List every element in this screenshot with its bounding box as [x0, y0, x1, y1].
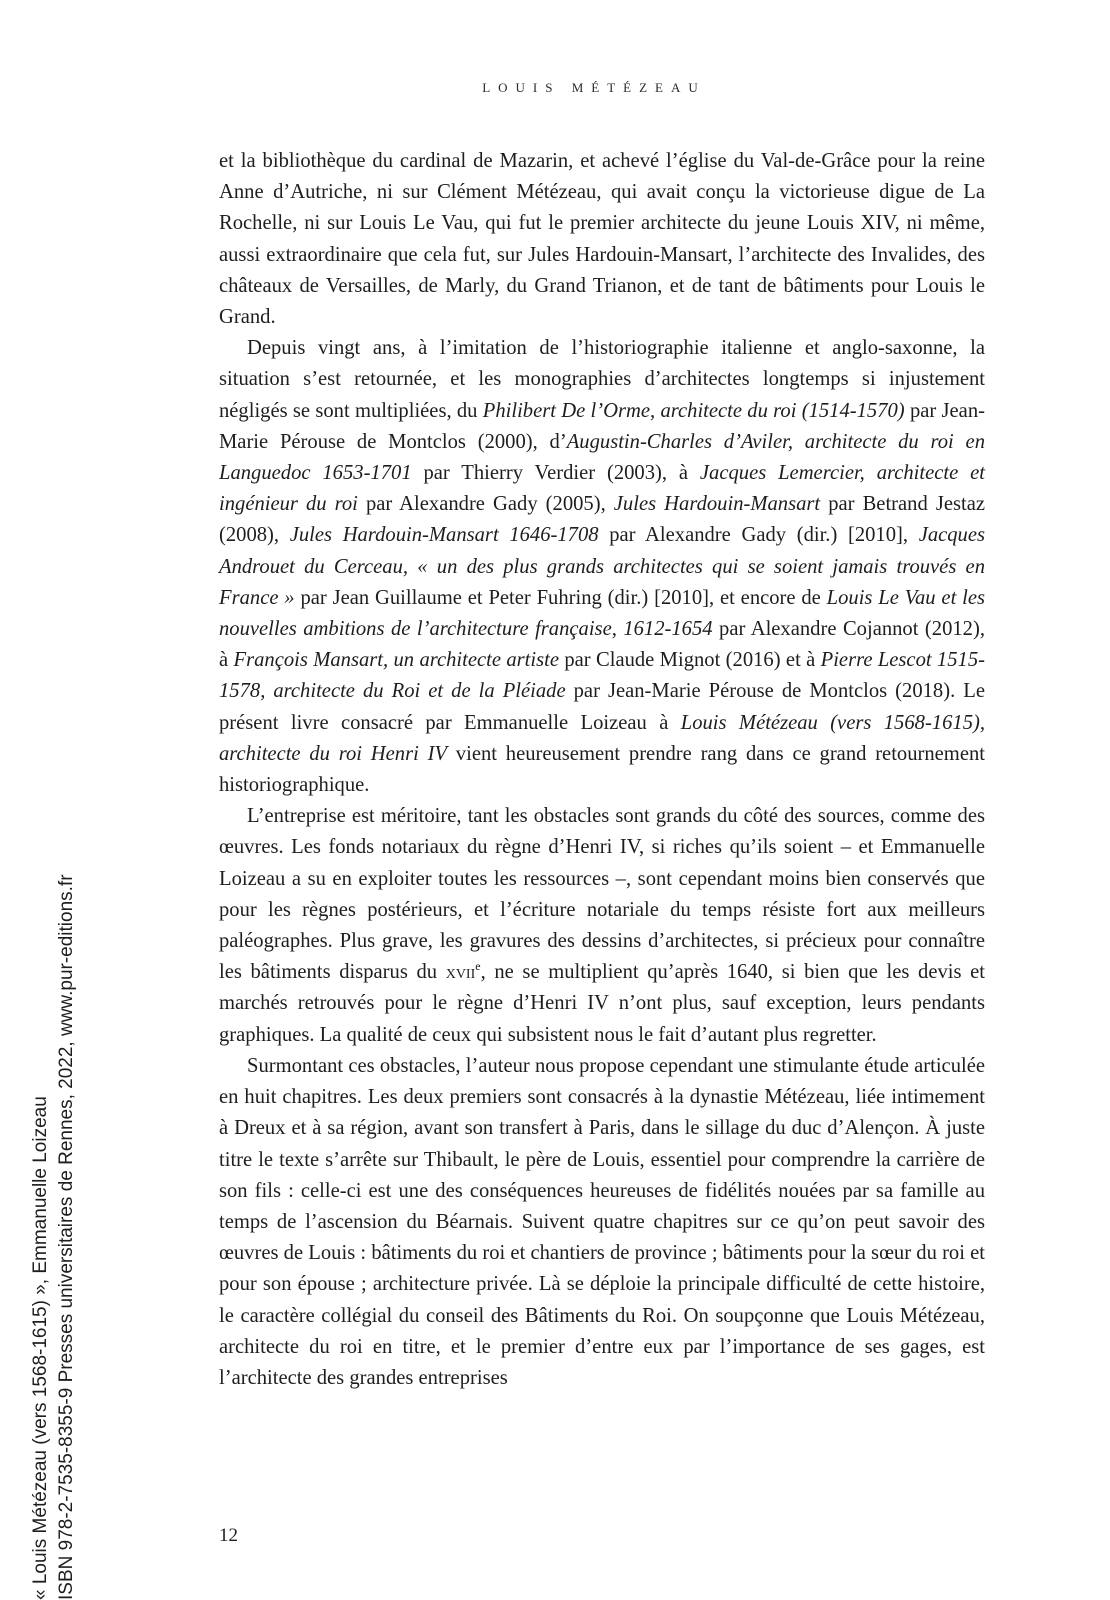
- running-title: LOUIS MÉTÉZEAU: [482, 80, 706, 95]
- copyright-side-note: [28, 700, 80, 1600]
- paragraph-text: Surmontant ces obstacles, l’auteur nous propose cependant une stimulante étude articulée en huit chapitres. Les deux premiers sont consacrés à la dynastie Métézeau, liée intimement à Dreux et à sa région, avant son transfert à Paris, dans le sillage du duc d’Alençon. À juste titre le texte s’arrête sur Thibault, le père de Louis, essentiel pour comprendre la carrière de son fils : celle-ci est une des conséquences heureuses de fidélités nouées par sa famille au temps de l’ascension du Béarnais. Suivent quatre chapitres sur ce qu’on peut savoir des œuvres de Louis : bâtiments du roi et chantiers de province ; bâtiments pour la sœur du roi et pour son épouse ; architecture privée. Là se déploie la principale difficulté de cette histoire, le caractère collégial du conseil des Bâtiments du Roi. On soupçonne que Louis Métézeau, architecte du roi en titre, et le premier d’entre eux par l’importance de ses gages, est l’architecte des grandes entreprises: [219, 1054, 985, 1389]
- book-title: Jules Hardouin-Mansart: [613, 493, 821, 516]
- book-title: Augustin-Charles d’Aviler, architecte du roi en Languedoc 1653-1701: [219, 430, 985, 485]
- paragraph-text: par Thierry Verdier (2003), à: [411, 462, 700, 485]
- book-title: François Mansart, un architecte artiste: [233, 649, 559, 672]
- paragraph-text: vient heureusement prendre rang dans ce grand retournement historiographique.: [219, 742, 985, 797]
- book-title: Louis Métézeau (vers 1568-1615), architecte du roi Henri IV: [219, 711, 985, 765]
- paragraph-4: [219, 1051, 985, 1394]
- paragraph-text: par Alexandre Gady (2005),: [357, 493, 614, 516]
- paragraph-text: par Alexandre Gady (dir.) [2010],: [598, 524, 919, 547]
- side-note-line-1: « Louis Métézeau (vers 1568-1615) », Emmanuelle Loizeau: [30, 1096, 51, 1600]
- century-numeral: xvii: [445, 961, 476, 984]
- page-number: 12: [219, 1525, 238, 1546]
- paragraph-text: et la bibliothèque du cardinal de Mazarin, et achevé l’église du Val-de-Grâce pour la reine Anne d’Autriche, ni sur Clément Métézeau, qui avait conçu la victorieuse digue de La Rochelle, ni sur Louis Le Vau, qui fut le premier architecte du jeune Louis XIV, ni même, aussi extraordinaire que cela fut, sur Jules Hardouin-Mansart, l’architecte des Invalides, des châteaux de Versailles, de Marly, du Grand Trianon, et de tant de bâtiments pour Louis le Grand.: [219, 150, 985, 329]
- book-title: Pierre Lescot 1515-1578, architecte du Roi et de la Pléiade: [219, 649, 985, 703]
- paragraph-text: par Jean Guillaume et Peter Fuhring (dir.) [2010], et encore de: [294, 586, 827, 609]
- book-title: Philibert De l’Orme, architecte du roi (1514-1570): [482, 399, 905, 422]
- body-text: [219, 146, 985, 1394]
- paragraph-3: [219, 801, 985, 1051]
- paragraph-text: par Alexandre Cojannot (2012), à: [219, 618, 985, 672]
- side-note-line-2: ISBN 978-2-7535-8355-9 Presses universitaires de Rennes, 2022, www.pur-editions.fr: [56, 874, 77, 1600]
- paragraph-1: [219, 146, 985, 333]
- paragraph-text: Depuis vingt ans, à l’imitation de l’historiographie italienne et anglo-saxonne, la situation s’est retournée, et les monographies d’architectes longtemps si injustement négligés se sont multipliées, du: [219, 337, 985, 422]
- book-title: Jacques Androuet du Cerceau, « un des plus grands architectes qui se soient jamais trouvés en France »: [219, 524, 986, 609]
- paragraph-2: [219, 333, 985, 801]
- paragraph-text: par Jean-Marie Pérouse de Montclos (2018). Le présent livre consacré par Emmanuelle Loizeau à: [219, 680, 985, 734]
- paragraph-text: L’entreprise est méritoire, tant les obstacles sont grands du côté des sources, comme des œuvres. Les fonds notariaux du règne d’Henri IV, si riches qu’ils soient – et Emmanuelle Loizeau a su en exploiter toutes les ressources –, sont cependant moins bien conservés que pour les règnes postérieurs, et l’écriture notariale du temps résiste fort aux meilleurs paléographes. Plus grave, les gravures des dessins d’architectes, si précieux pour connaître les bâtiments disparus du: [219, 805, 985, 984]
- paragraph-text: par Betrand Jestaz (2008),: [219, 493, 985, 547]
- century-superscript: e: [475, 959, 481, 974]
- book-title: Jules Hardouin-Mansart 1646-1708: [289, 524, 599, 547]
- paragraph-text: par Jean-Marie Pérouse de Montclos (2000), d’: [219, 399, 985, 453]
- book-title: Jacques Lemercier, architecte et ingénieur du roi: [219, 462, 985, 516]
- paragraph-text: par Claude Mignot (2016) et à: [559, 649, 821, 672]
- book-title: Louis Le Vau et les nouvelles ambitions de l’architecture française, 1612-1654: [219, 586, 985, 641]
- paragraph-text: , ne se multiplient qu’après 1640, si bien que les devis et marchés retrouvés pour le règne d’Henri IV n’ont plus, sauf exception, leurs pendants graphiques. La qualité de ceux qui subsistent nous le fait d’autant plus regretter.: [219, 961, 985, 1046]
